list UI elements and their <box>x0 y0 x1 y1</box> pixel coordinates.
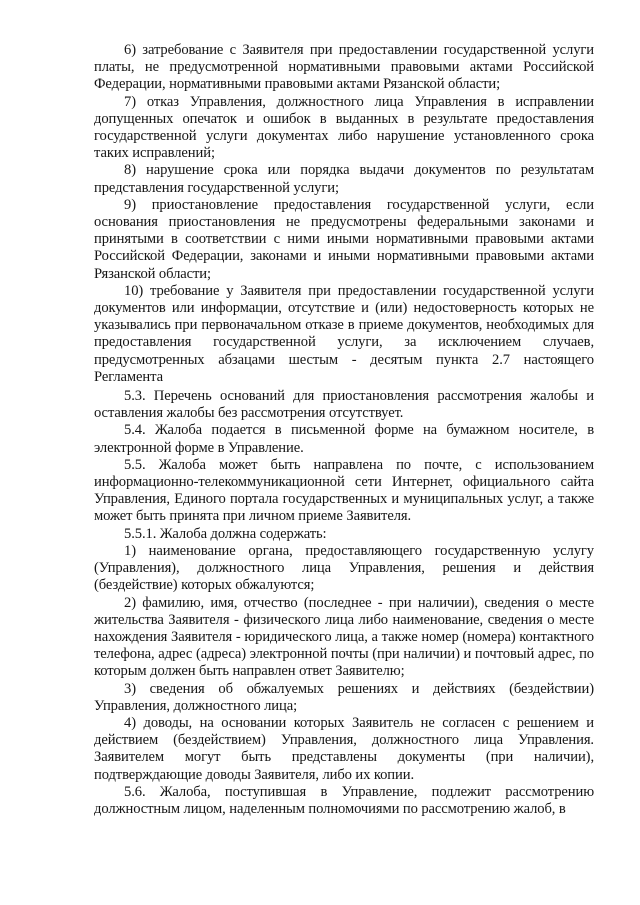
paragraph-5-5-1: 5.5.1. Жалоба должна содержать: <box>124 525 327 542</box>
paragraph-item-8-deadline-violation: 8) нарушение срока или порядка выдачи документов по результатам представления государственной услуги; <box>94 162 594 196</box>
paragraph-item-9-suspension: 9) приостановление предоставления государственной услуги, если основания приостановления не предусмотрены федеральными законами и принятыми в соответствии с ними иными нормативными правовыми актами Российской Федерации, законами и иными нормативными правовыми актами Рязанской области; <box>94 196 594 282</box>
document-page <box>94 42 594 818</box>
paragraph-content-item-2: 2) фамилию, имя, отчество (последнее - при наличии), сведения о месте жительства Заявителя - физического лица либо наименование, сведения о месте нахождения Заявителя - юридического лица, а также номер (номера) контактного телефона, адрес (адреса) электронной почты (при наличии) и почтовый адрес, по которым должен быть направлен ответ Заявителю; <box>94 594 594 680</box>
paragraph-5-3: 5.3. Перечень оснований для приостановления рассмотрения жалобы и оставления жалобы без рассмотрения отсутствует. <box>94 388 594 422</box>
paragraph-item-10-document-demand: 10) требование у Заявителя при предоставлении государственной услуги документов или информации, отсутствие и (или) недостоверность которых не указывались при первоначальном отказе в приеме документов, необходимых для предоставления государственной услуги, за исключением случаев, предусмотренных абзацами шестым - десятым пункта 2.7 настоящего Регламента <box>94 282 594 385</box>
paragraph-item-7-refusal-corrections: 7) отказ Управления, должностного лица Управления в исправлении допущенных опечаток и ошибок в выданных в результате предоставления государственной услуги документах либо нарушение установленного срока таких исправлений; <box>94 93 594 162</box>
paragraph-5-4: 5.4. Жалоба подается в письменной форме на бумажном носителе, в электронной форме в Управление. <box>94 422 594 456</box>
paragraph-content-item-1: 1) наименование органа, предоставляющего государственную услугу (Управления), должностного лица Управления, решения и действия (бездействие) которых обжалуются; <box>94 542 594 594</box>
paragraph-item-6-fee-demand: 6) затребование с Заявителя при предоставлении государственной услуги платы, не предусмотренной нормативными правовыми актами Российской Федерации, нормативными правовыми актами Рязанской области; <box>94 42 594 93</box>
paragraph-content-item-3: 3) сведения об обжалуемых решениях и действиях (бездействии) Управления, должностного лица; <box>94 680 594 714</box>
paragraph-content-item-4: 4) доводы, на основании которых Заявитель не согласен с решением и действием (бездействием) Управления, должностного лица Управления. Заявителем могут быть представлены документы (при наличии), подтверждающие доводы Заявителя, либо их копии. <box>94 714 594 783</box>
paragraph-5-6: 5.6. Жалоба, поступившая в Управление, подлежит рассмотрению должностным лицом, наделенным полномочиями по рассмотрению жалоб, в <box>94 783 594 817</box>
paragraph-5-5: 5.5. Жалоба может быть направлена по почте, с использованием информационно-телекоммуникационной сети Интернет, официального сайта Управления, Единого портала государственных и муниципальных услуг, а также может быть принята при личном приеме Заявителя. <box>94 456 594 525</box>
